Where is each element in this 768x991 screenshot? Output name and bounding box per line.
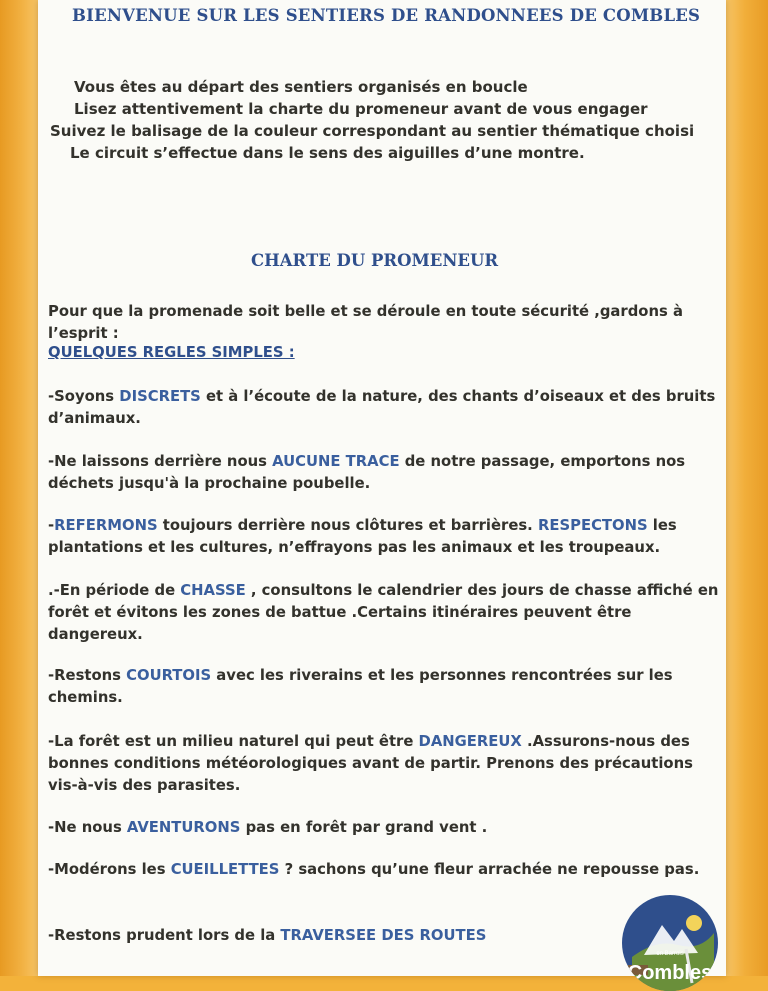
rule-item bbox=[48, 386, 720, 430]
intro-line: Lisez attentivement la charte du promeneur avant de vous engager bbox=[74, 100, 648, 118]
logo-emblem-icon bbox=[622, 895, 718, 991]
rule-text: de notre passage, emportons nos déchets jusqu'à la prochaine poubelle. bbox=[48, 453, 686, 492]
rule-item bbox=[48, 817, 720, 839]
rule-item bbox=[48, 925, 720, 947]
rule-text: et à l’écoute de la nature, des chants d’oiseaux et des bruits d’animaux. bbox=[48, 388, 716, 427]
rule-text: toujours derrière nous clôtures et barrières. bbox=[157, 517, 538, 534]
rule-item bbox=[48, 515, 720, 559]
rule-keyword: CUEILLETTES bbox=[170, 861, 280, 878]
rules-heading: QUELQUES REGLES SIMPLES : bbox=[48, 344, 295, 361]
rule-keyword: CHASSE bbox=[180, 582, 246, 599]
rule-keyword: DANGEREUX bbox=[418, 733, 522, 750]
intro-line: Vous êtes au départ des sentiers organisés en boucle bbox=[74, 78, 528, 96]
intro-line: Suivez le balisage de la couleur correspondant au sentier thématique choisi bbox=[50, 122, 695, 140]
paper-edge-right bbox=[726, 0, 768, 976]
rule-keyword: REFERMONS bbox=[54, 517, 158, 534]
page-title: BIENVENUE SUR LES SENTIERS DE RANDONNEES DE COMBLES bbox=[72, 6, 701, 25]
rule-text: .Assurons-nous des bonnes conditions météorologiques avant de partir. Prenons des précautions vis-à-vis des parasites. bbox=[48, 733, 693, 794]
rule-text: -Soyons bbox=[48, 388, 120, 405]
logo-text: Combles bbox=[627, 962, 713, 984]
charter-title: CHARTE DU PROMENEUR bbox=[251, 251, 499, 270]
rule-text: les plantations et les cultures, n’effrayons pas les animaux et les troupeaux. bbox=[48, 517, 677, 556]
rule-item bbox=[48, 665, 720, 709]
rule-text: ? sachons qu’une fleur arrachée ne repousse pas. bbox=[279, 861, 700, 878]
rule-text: -Restons bbox=[48, 667, 127, 684]
rule-text: -Ne nous bbox=[48, 819, 127, 836]
rule-text: .-En période de bbox=[48, 582, 181, 599]
rule-text: - bbox=[48, 517, 55, 534]
combles-logo bbox=[622, 895, 718, 991]
rule-item bbox=[48, 731, 720, 797]
rule-text: -La forêt est un milieu naturel qui peut être bbox=[48, 733, 419, 750]
rule-keyword: COURTOIS bbox=[126, 667, 212, 684]
rule-item bbox=[48, 580, 720, 646]
rule-text: avec les riverains et les personnes rencontrées sur les chemins. bbox=[48, 667, 673, 706]
charter-lead: Pour que la promenade soit belle et se déroule en toute sécurité ,gardons à l’esprit : bbox=[48, 303, 683, 342]
rule-item bbox=[48, 859, 720, 881]
rule-item bbox=[48, 451, 720, 495]
rule-text: , consultons le calendrier des jours de chasse affiché en forêt et évitons les zones de battue .Certains itinéraires peuvent être dangereux. bbox=[48, 582, 719, 643]
rule-keyword: DISCRETS bbox=[119, 388, 201, 405]
rule-text: -Restons prudent lors de la bbox=[48, 927, 281, 944]
rule-keyword: AUCUNE TRACE bbox=[272, 453, 400, 470]
rule-text: pas en forêt par grand vent . bbox=[240, 819, 488, 836]
rule-keyword: RESPECTONS bbox=[537, 517, 648, 534]
intro-line: Le circuit s’effectue dans le sens des aiguilles d’une montre. bbox=[70, 144, 585, 162]
rule-text: -Modérons les bbox=[48, 861, 171, 878]
paper-edge-left bbox=[0, 0, 38, 976]
logo-small-text: en Barrois bbox=[656, 951, 684, 957]
rule-keyword: TRAVERSEE DES ROUTES bbox=[280, 927, 487, 944]
rule-keyword: AVENTURONS bbox=[126, 819, 241, 836]
rule-text: -Ne laissons derrière nous bbox=[48, 453, 273, 470]
